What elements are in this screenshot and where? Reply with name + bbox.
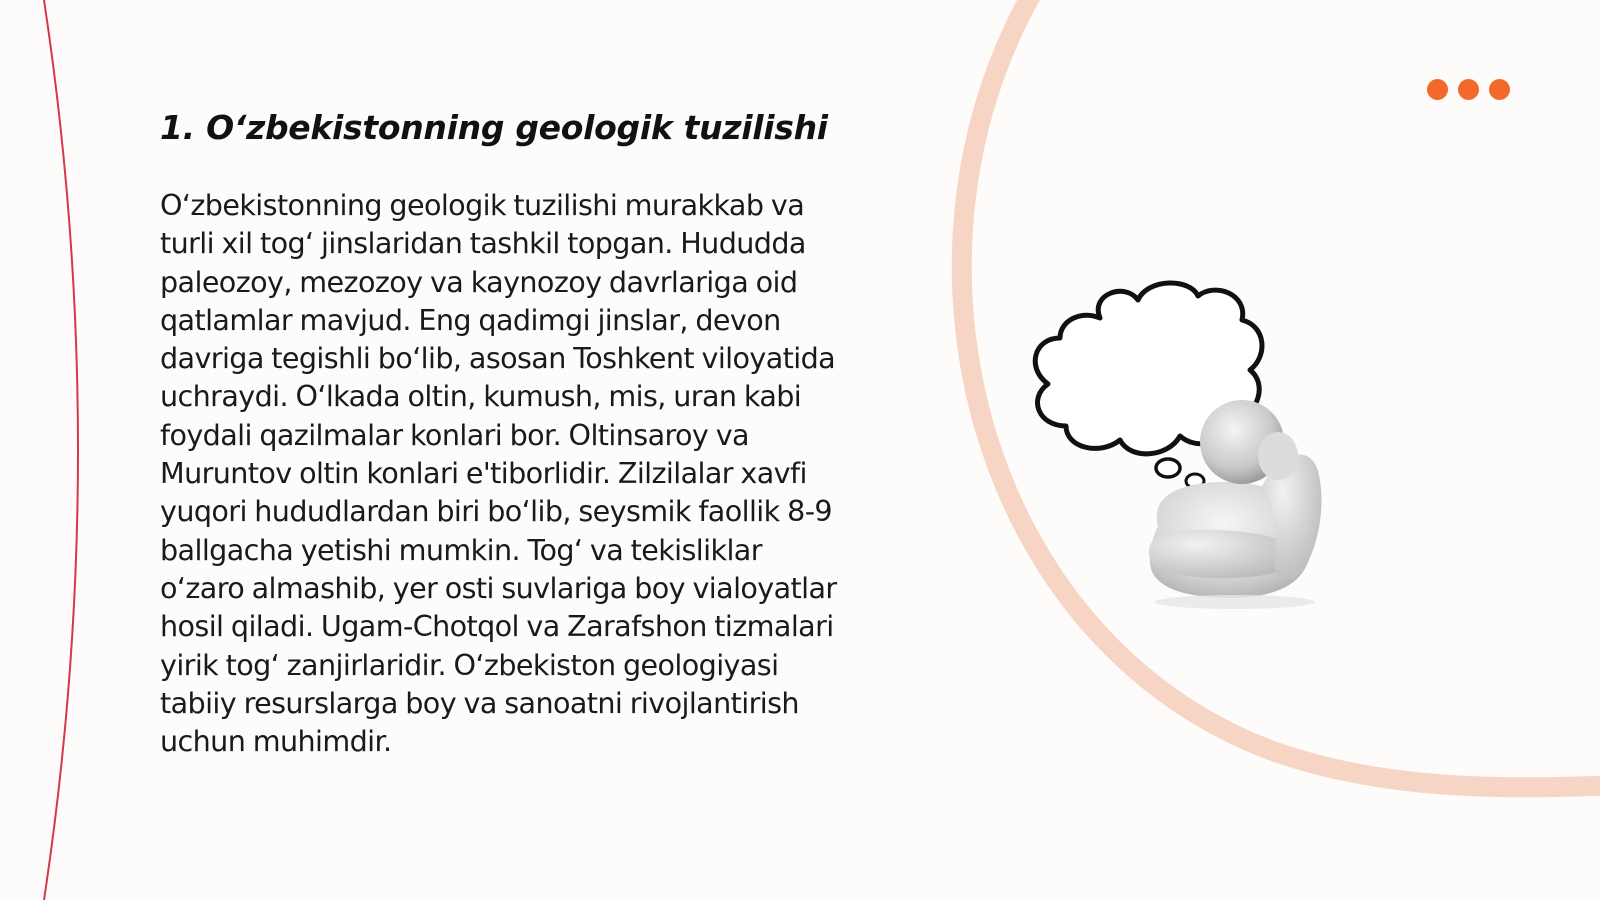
slide-body-text: O‘zbekistonning geologik tuzilishi murakkab va turli xil tog‘ jinslaridan tashkil topgan. Hududda paleozoy, mezozoy va kaynozoy davrlariga oid qatlamlar mavjud. Eng qadimgi jinslar, devon davriga tegishli bo‘lib, asosan Toshkent viloyatida uchraydi. O‘lkada oltin, kumush, mis, uran kabi foydali qazilmalar konlari bor. Oltinsaroy va Muruntov oltin konlari e'tiborlidir. Zilzilalar xavfi yuqori hududlardan biri bo‘lib, seysmik faollik 8-9 ballgacha yetishi mumkin. Tog‘ va tekisliklar o‘zaro almashib, yer osti suvlariga boy vialoyatlar hosil qiladi. Ugam-Chotqol va Zarafshon tizmalari yirik tog‘ zanjirlaridir. O‘zbekiston geologiyasi tabiiy resurslarga boy va sanoatni rivojlantirish uchun muhimdir. (160, 188, 837, 759)
dot-icon (1427, 79, 1448, 100)
more-dots-icon (1427, 79, 1510, 100)
dot-icon (1489, 79, 1510, 100)
thinking-person-icon (1030, 276, 1350, 616)
left-accent-line (44, 0, 78, 900)
slide-title: 1. O‘zbekistonning geologik tuzilishi (160, 108, 828, 147)
dot-icon (1458, 79, 1479, 100)
